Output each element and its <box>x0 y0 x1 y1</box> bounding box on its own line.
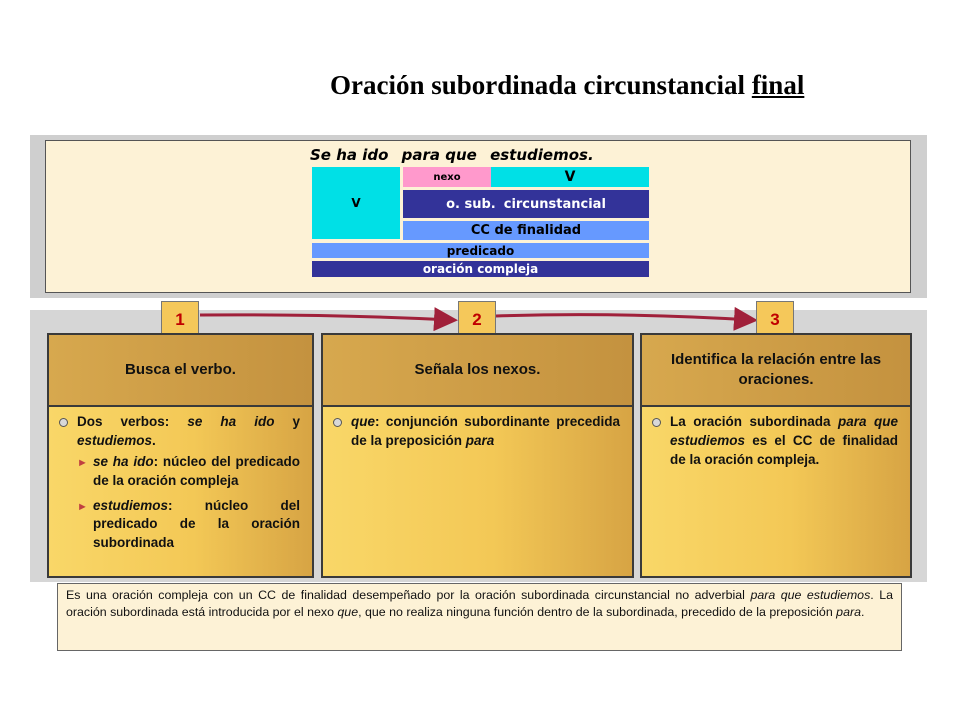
bullet-icon <box>333 418 342 427</box>
verbs-intro: Dos verbos: se ha ido y estudiemos. <box>77 414 300 448</box>
step-heading-1: Busca el verbo. <box>49 335 312 407</box>
summary-box: Es una oración compleja con un CC de finalidad desempeñado por la oración subordinada circunstancial no adverbial para que estudiemos. La oración subordinada está introducida por el nexo que, que no realiza ninguna función dentro de la subordinada, precedido de la preposición para. <box>57 583 902 651</box>
step-number-2: 2 <box>458 301 496 339</box>
step-heading-2: Señala los nexos. <box>323 335 632 407</box>
step-body-3 <box>642 407 910 470</box>
sub-point-main-verb: ► se ha ido: núcleo del predicado de la oración compleja <box>77 453 301 488</box>
sentence-part-nexus: para que <box>401 146 477 164</box>
title-main: Oración subordinada circunstancial <box>330 70 746 100</box>
sub-point-sub-verb: ► estudiemos: núcleo del predicado de la oración subordinada <box>77 497 300 551</box>
step-number-3: 3 <box>756 301 794 339</box>
predicate-block: predicado <box>312 243 649 258</box>
step-body-1 <box>49 407 312 553</box>
nexus-description: que: conjunción subordinante precedida de la preposición para <box>351 414 620 448</box>
analyzed-sentence <box>310 146 602 166</box>
title-underlined: final <box>751 70 805 100</box>
step-heading-3: Identifica la relación entre las oraciones. <box>642 335 910 407</box>
subordinate-clause-block <box>403 190 649 218</box>
nexus-block: nexo <box>403 167 491 187</box>
step-panel-3 <box>640 333 912 578</box>
page-title <box>330 70 910 110</box>
verb-block-main: V <box>312 167 400 239</box>
relation-description: La oración subordinada para que estudiemos es el CC de finalidad de la oración compleja. <box>670 414 898 467</box>
sentence-part-sub-verb: estudiemos. <box>490 146 594 164</box>
bullet-icon <box>59 418 68 427</box>
subordinate-label: o. sub. <box>446 196 496 212</box>
step-number-1: 1 <box>161 301 199 339</box>
step-body-2 <box>323 407 632 451</box>
step-panel-2 <box>321 333 634 578</box>
arrow-bullet-icon: ► <box>77 456 88 469</box>
circumstantial-label: circunstancial <box>503 196 606 212</box>
sentence-part-main-verb: Se ha ido <box>310 146 389 164</box>
complex-sentence-block: oración compleja <box>312 261 649 277</box>
verb-block-sub: V <box>491 167 649 187</box>
bullet-icon <box>652 418 661 427</box>
step-panel-1 <box>47 333 314 578</box>
cc-finalidad-block: CC de finalidad <box>403 221 649 240</box>
arrow-bullet-icon: ► <box>77 500 88 513</box>
